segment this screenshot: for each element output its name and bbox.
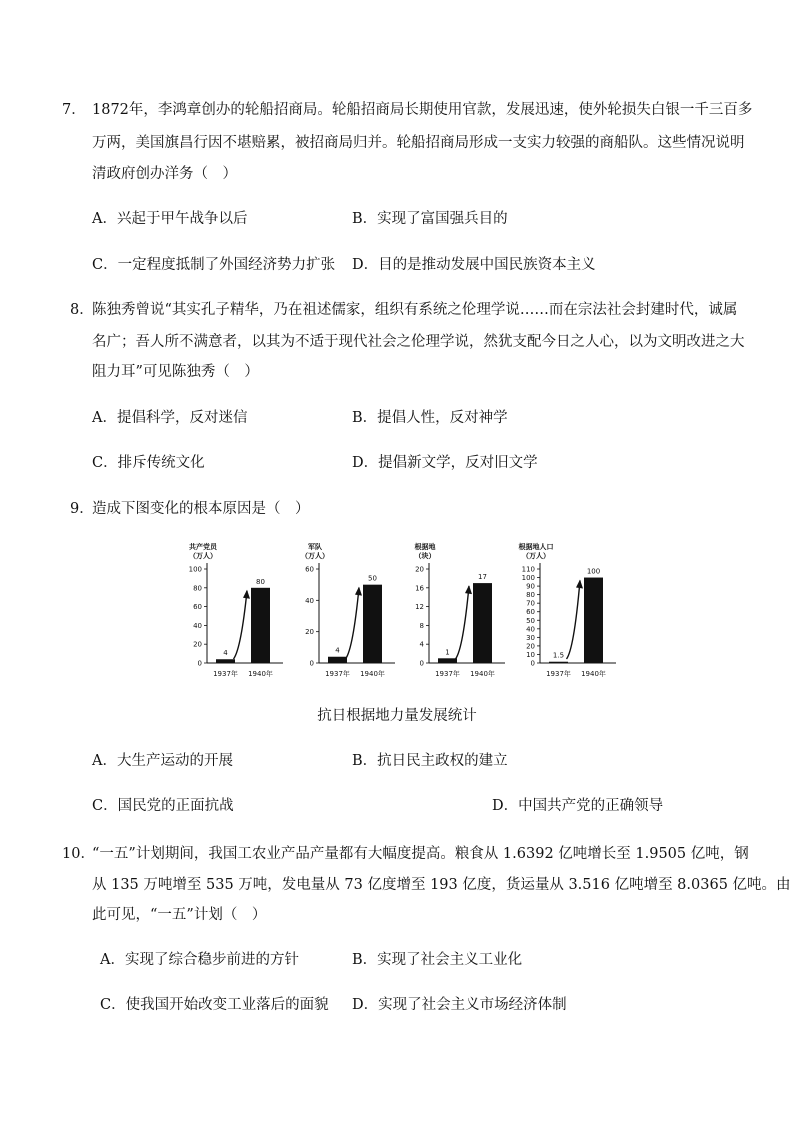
- chart-3-category-label-1: 1937年: [435, 670, 460, 678]
- chart-4-growth-arrowhead: [576, 580, 583, 589]
- q9-option-a[interactable]: A．大生产运动的开展: [92, 753, 233, 769]
- chart-1-bar-2-value-label: 80: [256, 577, 265, 586]
- chart-4-ytick-label: 110: [521, 565, 535, 574]
- chart-4-bar-1-value-label: 1.5: [552, 651, 565, 660]
- chart-4-ytick-label: 20: [526, 642, 535, 651]
- chart-3-bar-1-value-label: 1: [445, 648, 450, 657]
- q8-stem-line-3: 阻力耳”可见陈独秀（ ）: [92, 364, 259, 380]
- chart-4-bar-2-value-label: 100: [586, 567, 601, 576]
- chart-1-title-line-1: 共产党员: [189, 543, 217, 551]
- q7-option-a[interactable]: A．兴起于甲午战争以后: [92, 211, 248, 227]
- chart-1-ytick-label: 80: [193, 584, 202, 593]
- q7-stem-line-2: 万两，美国旗昌行因不堪赔累，被招商局归并。轮船招商局形成一支实力较强的商船队。这些情况说明: [92, 135, 745, 151]
- chart-4-ytick-label: 100: [521, 574, 535, 583]
- chart-4-ytick-label: 80: [526, 591, 535, 600]
- chart-2-growth-arrow: [346, 588, 360, 659]
- chart-3-title-line-1: 根据地: [414, 543, 436, 551]
- q8-number: 8．: [70, 302, 94, 318]
- chart-4-ytick-label: 30: [526, 633, 535, 642]
- q7-option-d[interactable]: D．目的是推动发展中国民族资本主义: [352, 257, 596, 273]
- chart-3-ytick-label: 16: [415, 584, 424, 593]
- chart-2-bar-1: [328, 657, 347, 663]
- chart-1-ytick-label: 0: [197, 659, 202, 668]
- q9-option-c[interactable]: C．国民党的正面抗战: [92, 798, 234, 814]
- chart-2-title-line-1: 军队: [308, 543, 322, 551]
- q8-option-a[interactable]: A．提倡科学，反对迷信: [92, 410, 248, 426]
- chart-3-ytick-label: 20: [415, 565, 424, 574]
- chart-1-ytick-label: 20: [193, 640, 202, 649]
- chart-1-title-line-2: （万人）: [189, 552, 217, 560]
- chart-2-ytick-label: 0: [309, 659, 314, 668]
- q10-option-d[interactable]: D．实现了社会主义市场经济体制: [352, 997, 567, 1013]
- chart-1-growth-arrow: [234, 591, 248, 659]
- chart-4-title-line-2: （万人）: [522, 552, 550, 560]
- chart-2-ytick-label: 40: [305, 596, 314, 605]
- chart-1-ytick-label: 40: [193, 621, 202, 630]
- base-area-statistics-charts: [170, 538, 630, 683]
- q10-number: 10．: [62, 846, 95, 862]
- chart-2-ytick-label: 20: [305, 628, 314, 637]
- chart-2-bar-2: [363, 585, 382, 663]
- chart-2-growth-arrowhead: [355, 587, 362, 596]
- q7-stem-line-1: 1872年，李鸿章创办的轮船招商局。轮船招商局长期使用官款，发展迅速，使外轮损失白银一千三百多: [92, 102, 753, 118]
- chart-3-bar-2: [473, 583, 492, 663]
- chart-2-ytick-label: 60: [305, 565, 314, 574]
- q10-stem-line-1: “一五”计划期间，我国工农业产品产量都有大幅度提高。粮食从 1.6392 亿吨增长至 1.9505 亿吨，钢: [92, 846, 749, 862]
- chart-1-growth-arrowhead: [243, 590, 250, 599]
- chart-3-bar-2-value-label: 17: [478, 573, 487, 582]
- chart-3-category-label-2: 1940年: [470, 670, 495, 678]
- chart-4-bar-1: [549, 662, 568, 663]
- chart-1-ytick-label: 60: [193, 603, 202, 612]
- q7-option-b[interactable]: B．实现了富国强兵目的: [352, 211, 508, 227]
- q8-stem-line-2: 名广；吾人所不满意者，以其为不适于现代社会之伦理学说，然犹支配今日之人心，以为文明改进之大: [92, 334, 745, 350]
- chart-4-bar-2: [584, 578, 603, 663]
- q7-number: 7．: [62, 102, 86, 118]
- chart-1-ytick-label: 100: [188, 565, 202, 574]
- chart-4-ytick-label: 70: [526, 599, 535, 608]
- chart-caption: 抗日根据地力量发展统计: [317, 708, 477, 724]
- chart-4-ytick-label: 60: [526, 608, 535, 617]
- q8-option-c[interactable]: C．排斥传统文化: [92, 455, 205, 471]
- q10-option-a[interactable]: A．实现了综合稳步前进的方针: [100, 952, 299, 968]
- q10-stem-line-2: 从 135 万吨增至 535 万吨，发电量从 73 亿度增至 193 亿度，货运量从 3.516 亿吨增至 8.0365 亿吨。由: [92, 877, 791, 893]
- q7-stem-line-3: 清政府创办洋务（ ）: [92, 166, 237, 182]
- chart-2-title-line-2: （万人）: [301, 552, 329, 560]
- chart-4-growth-arrow: [567, 581, 581, 659]
- chart-1-category-label-1: 1937年: [213, 670, 238, 678]
- chart-4-ytick-label: 10: [526, 650, 535, 659]
- q10-option-b[interactable]: B．实现了社会主义工业化: [352, 952, 523, 968]
- q8-option-b[interactable]: B．提倡人性，反对神学: [352, 410, 508, 426]
- chart-1-bar-1: [216, 659, 235, 663]
- q10-option-c[interactable]: C．使我国开始改变工业落后的面貌: [100, 997, 329, 1013]
- chart-2-category-label-2: 1940年: [360, 670, 385, 678]
- q7-option-c[interactable]: C．一定程度抵制了外国经济势力扩张: [92, 257, 336, 273]
- chart-4-category-label-1: 1937年: [546, 670, 571, 678]
- q8-option-d[interactable]: D．提倡新文学，反对旧文学: [352, 455, 538, 471]
- chart-2-bar-2-value-label: 50: [368, 574, 377, 583]
- q9-option-d[interactable]: D．中国共产党的正确领导: [492, 798, 664, 814]
- chart-2-bar-1-value-label: 4: [335, 646, 340, 655]
- chart-4-title-line-1: 根据地人口: [518, 543, 554, 551]
- chart-3-ytick-label: 12: [415, 603, 424, 612]
- chart-3-ytick-label: 0: [419, 659, 424, 668]
- chart-4-ytick-label: 40: [526, 625, 535, 634]
- chart-3-growth-arrow: [456, 586, 470, 659]
- chart-3-growth-arrowhead: [465, 585, 472, 594]
- chart-3-ytick-label: 8: [419, 621, 424, 630]
- q8-stem-line-1: 陈独秀曾说“其实孔子精华，乃在祖述儒家，组织有系统之伦理学说……而在宗法社会封建时代，诚属: [92, 302, 738, 318]
- chart-4-ytick-label: 90: [526, 582, 535, 591]
- chart-1-category-label-2: 1940年: [248, 670, 273, 678]
- chart-1-bar-1-value-label: 4: [223, 649, 228, 658]
- chart-4-ytick-label: 50: [526, 616, 535, 625]
- chart-3-ytick-label: 4: [419, 640, 424, 649]
- chart-2-category-label-1: 1937年: [325, 670, 350, 678]
- q10-stem-line-3: 此可见，“一五”计划（ ）: [92, 907, 267, 923]
- q9-option-b[interactable]: B．抗日民主政权的建立: [352, 753, 508, 769]
- q9-stem: 造成下图变化的根本原因是（ ）: [92, 501, 310, 517]
- chart-1-bar-2: [251, 588, 270, 663]
- q9-number: 9．: [70, 501, 94, 517]
- chart-4-category-label-2: 1940年: [581, 670, 606, 678]
- chart-4-ytick-label: 0: [530, 659, 535, 668]
- chart-3-bar-1: [438, 658, 457, 663]
- chart-3-title-line-2: （块）: [414, 552, 436, 560]
